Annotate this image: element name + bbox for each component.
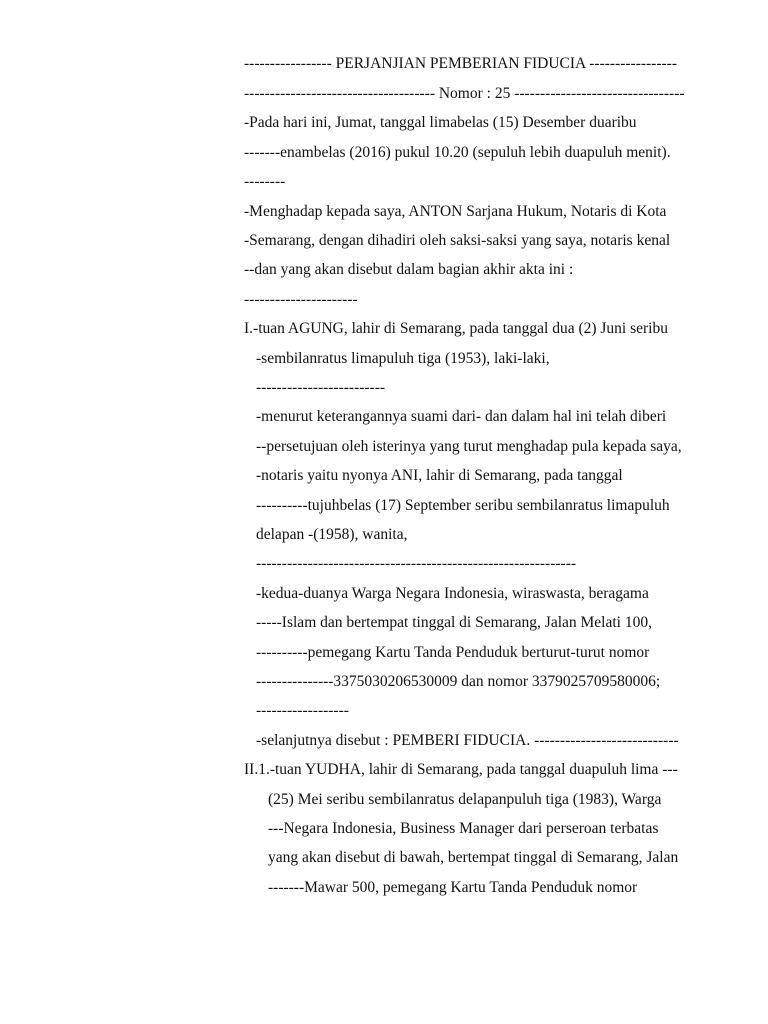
text-line: delapan -(1958), wanita, <box>256 526 408 543</box>
text-line: ----------tujuhbelas (17) September seribu sembilanratus limapuluh <box>256 497 670 514</box>
text-line: -kedua-duanya Warga Negara Indonesia, wiraswasta, beragama <box>256 585 649 602</box>
text-line: -selanjutnya disebut : PEMBERI FIDUCIA. ---------------------------- <box>256 732 679 749</box>
text-line: yang akan disebut di bawah, bertempat tinggal di Semarang, Jalan <box>268 849 679 866</box>
text-line: I.-tuan AGUNG, lahir di Semarang, pada tanggal dua (2) Juni seribu <box>244 320 668 337</box>
text-line: II.1.-tuan YUDHA, lahir di Semarang, pada tanggal duapuluh lima --- <box>244 761 678 778</box>
text-line: ------------------------- <box>256 379 386 396</box>
text-line: ---------------3375030206530009 dan nomor 3379025709580006; <box>256 673 661 690</box>
text-line: -menurut keterangannya suami dari- dan dalam hal ini telah diberi <box>256 408 667 425</box>
text-line: -notaris yaitu nyonya ANI, lahir di Semarang, pada tanggal <box>256 467 623 484</box>
text-line: ---------------------- <box>244 291 358 308</box>
text-line: ------------------ <box>256 702 349 719</box>
text-line: --persetujuan oleh isterinya yang turut menghadap pula kepada saya, <box>256 438 682 455</box>
text-line: ---Negara Indonesia, Business Manager dari perseroan terbatas <box>268 820 659 837</box>
document-number: ------------------------------------- Nomor : 25 --------------------------------- <box>244 85 685 102</box>
text-line: -------enambelas (2016) pukul 10.20 (sepuluh lebih duapuluh menit). <box>244 144 671 161</box>
text-line: -------Mawar 500, pemegang Kartu Tanda Penduduk nomor <box>268 879 638 896</box>
document-title: ----------------- PERJANJIAN PEMBERIAN FIDUCIA ----------------- <box>244 55 677 72</box>
text-line: -------- <box>244 173 286 190</box>
text-line: -Pada hari ini, Jumat, tanggal limabelas (15) Desember duaribu <box>244 114 637 131</box>
text-line: -------------------------------------------------------------- <box>256 555 577 572</box>
text-line: --dan yang akan disebut dalam bagian akhir akta ini : <box>244 261 574 278</box>
text-line: -sembilanratus limapuluh tiga (1953), laki-laki, <box>256 350 550 367</box>
text-line: ----------pemegang Kartu Tanda Penduduk berturut-turut nomor <box>256 644 650 661</box>
text-line: -----Islam dan bertempat tinggal di Semarang, Jalan Melati 100, <box>256 614 652 631</box>
text-line: -Menghadap kepada saya, ANTON Sarjana Hukum, Notaris di Kota <box>244 203 667 220</box>
text-line: -Semarang, dengan dihadiri oleh saksi-saksi yang saya, notaris kenal <box>244 232 671 249</box>
text-line: (25) Mei seribu sembilanratus delapanpuluh tiga (1983), Warga <box>268 791 662 808</box>
